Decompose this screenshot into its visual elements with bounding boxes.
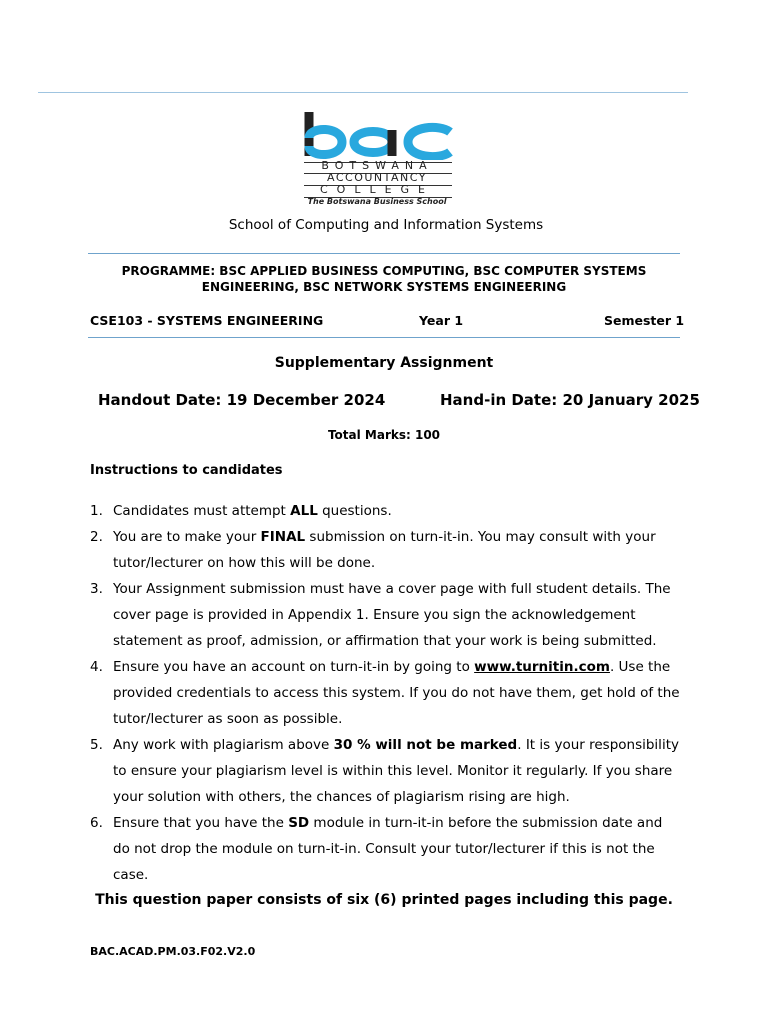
- instruction-text: You are to make your: [113, 529, 261, 545]
- course-code-title: CSE103 - SYSTEMS ENGINEERING: [90, 313, 324, 328]
- instruction-text: Your Assignment submission must have a cover page with full student details. The cover page is provided in Appendix 1. Ensure you sign the acknowledgement statement as proof, admission, or affirmation that your work is being submitted.: [113, 581, 671, 649]
- instruction-text: module in turn-it-in before the submission date and do not drop the module on turn-it-in. Consult your tutor/lecturer if this is not the case.: [113, 815, 663, 883]
- instruction-item: [90, 810, 680, 888]
- top-rule: [38, 92, 688, 93]
- page-count-note: This question paper consists of six (6) printed pages including this page.: [95, 892, 673, 908]
- logo-line-college: COLLEGE: [319, 183, 435, 196]
- instruction-item: [90, 654, 680, 732]
- logo-line-accountancy: ACCOUNTANCY: [327, 171, 427, 184]
- instructions-heading: Instructions to candidates: [90, 463, 283, 478]
- logo-tagline: The Botswana Business School: [307, 197, 447, 206]
- total-marks: Total Marks: 100: [327, 428, 441, 442]
- header-rule: [88, 253, 680, 254]
- logo-line-botswana: BOTSWANA: [321, 159, 433, 172]
- instruction-text: 30 % will not be marked: [333, 737, 518, 753]
- instruction-number: 5.: [90, 737, 103, 753]
- instruction-text: . It is your responsibility to ensure your plagiarism level is within this level. Monitor it regularly. If you share your solution with others, the chances of plagiarism rising are high.: [113, 737, 679, 805]
- instruction-number: 6.: [90, 815, 103, 831]
- programme-line-1: PROGRAMME: BSC APPLIED BUSINESS COMPUTING, BSC COMPUTER SYSTEMS: [121, 264, 647, 278]
- handout-date: Handout Date: 19 December 2024: [98, 391, 386, 409]
- instruction-item: [90, 576, 680, 654]
- instruction-text: submission on turn-it-in. You may consult with your tutor/lecturer on how this will be done.: [113, 529, 656, 571]
- instruction-number: 2.: [90, 529, 103, 545]
- assignment-title: Supplementary Assignment: [274, 355, 494, 371]
- programme-line-2: ENGINEERING, BSC NETWORK SYSTEMS ENGINEERING: [201, 280, 567, 294]
- bac-logo-letters: [302, 112, 456, 160]
- instruction-text: . Use the provided credentials to access this system. If you do not have them, get hold of the tutor/lecturer as soon as possible.: [113, 659, 680, 727]
- instruction-item: [90, 732, 680, 810]
- logo-letter-b-bowl: [309, 129, 342, 154]
- instruction-text: SD: [288, 815, 310, 831]
- handin-date: Hand-in Date: 20 January 2025: [440, 391, 700, 409]
- programme-heading: [88, 263, 680, 295]
- document-code: BAC.ACAD.PM.03.F02.V2.0: [90, 945, 256, 958]
- course-year: Year 1: [419, 313, 464, 328]
- instruction-number: 3.: [90, 581, 103, 597]
- instruction-text: FINAL: [260, 529, 306, 545]
- instruction-text: Any work with plagiarism above: [113, 737, 334, 753]
- logo-letter-c: [408, 127, 450, 156]
- instruction-item: [90, 524, 680, 576]
- turnitin-link[interactable]: www.turnitin.com: [474, 659, 610, 675]
- logo-letter-a: [354, 132, 392, 153]
- course-semester: Semester 1: [604, 313, 685, 328]
- college-logo: [302, 112, 456, 212]
- instruction-text: ALL: [290, 503, 318, 519]
- instruction-text: Ensure you have an account on turn-it-in by going to: [113, 659, 475, 675]
- instruction-text: questions.: [317, 503, 392, 519]
- instruction-number: 1.: [90, 503, 103, 519]
- instruction-number: 4.: [90, 659, 103, 675]
- course-rule: [88, 337, 680, 338]
- instruction-text: Candidates must attempt: [113, 503, 291, 519]
- instructions-list: [90, 498, 680, 888]
- instruction-item: [90, 498, 680, 524]
- instruction-text: Ensure that you have the: [113, 815, 289, 831]
- school-name: School of Computing and Information Systems: [228, 217, 544, 233]
